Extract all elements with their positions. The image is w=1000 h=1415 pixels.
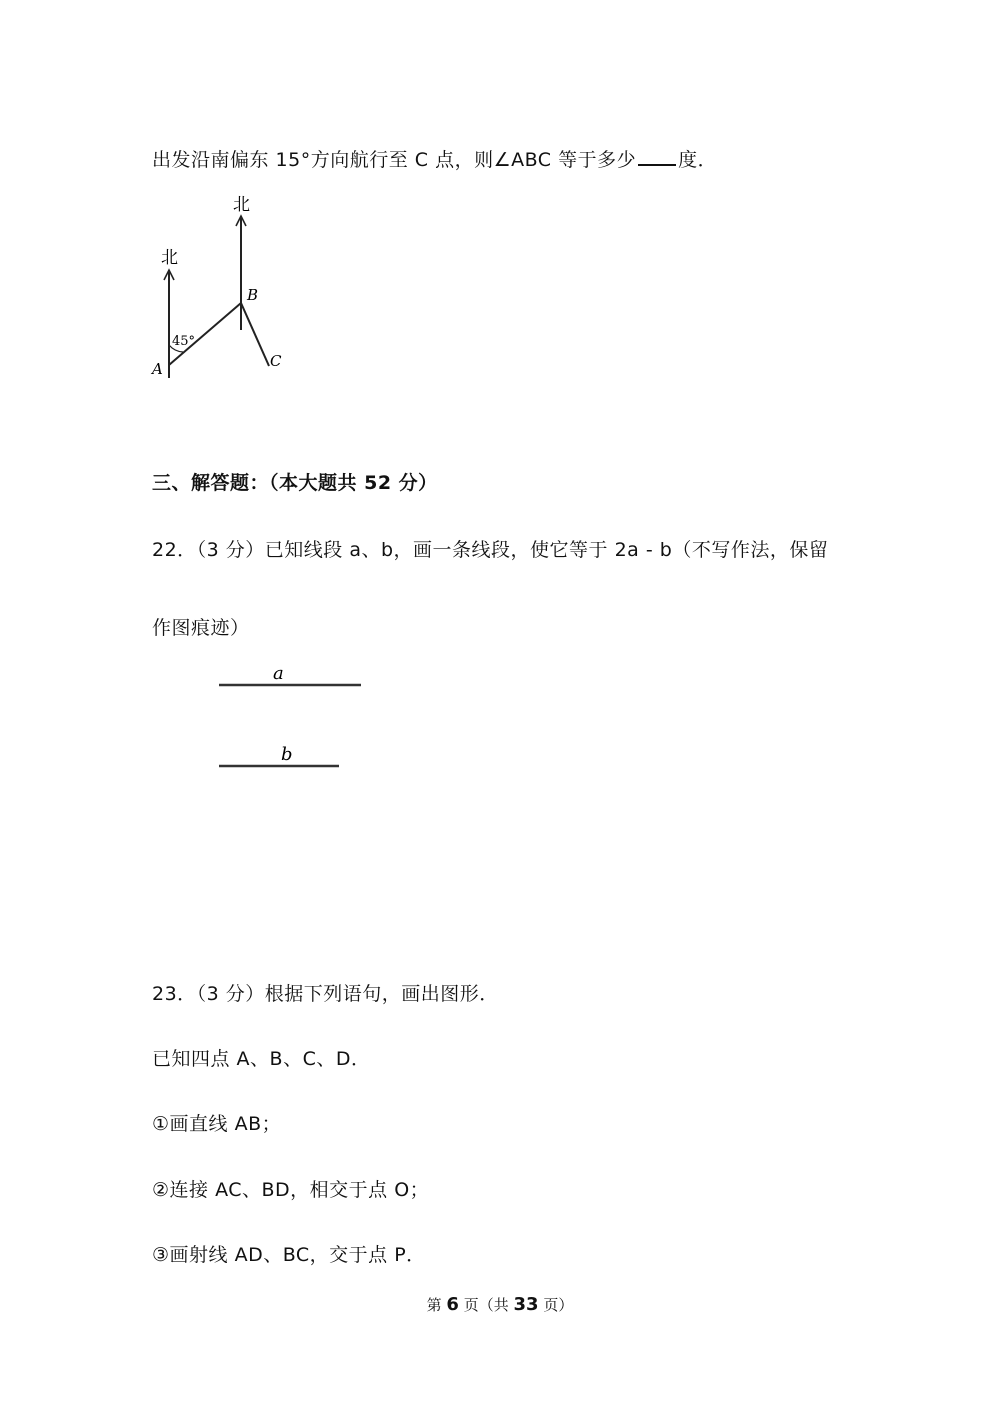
answer-blank bbox=[638, 146, 676, 166]
section-title: 三、解答题：（本大题共 52 分） bbox=[152, 472, 438, 494]
footer-prefix: 第 bbox=[426, 1296, 442, 1314]
north-label-b: 北 bbox=[233, 195, 250, 215]
segment-label-b: b bbox=[281, 744, 293, 765]
angle-label: 45° bbox=[172, 334, 196, 349]
footer-middle: 页（共 bbox=[463, 1296, 509, 1314]
bearing-figure bbox=[140, 190, 310, 390]
question-22-line1: 22．（3 分）已知线段 a、b，画一条线段，使它等于 2a - b（不写作法，保留 bbox=[152, 539, 829, 561]
point-label-b: B bbox=[247, 286, 259, 304]
segments-figure bbox=[215, 655, 375, 775]
question-23-line1: 23．（3 分）根据下列语句，画出图形． bbox=[152, 983, 499, 1005]
point-label-a: A bbox=[152, 360, 163, 378]
question-22-line2: 作图痕迹） bbox=[152, 617, 250, 639]
question-23-step3: ③画射线 AD、BC，交于点 P． bbox=[152, 1244, 426, 1266]
footer-suffix: 页） bbox=[543, 1296, 574, 1314]
segment-label-a: a bbox=[273, 663, 284, 684]
question-21-text: 出发沿南偏东 15°方向航行至 C 点，则∠ABC 等于多少 bbox=[152, 149, 637, 171]
question-21-tail bbox=[152, 146, 717, 173]
question-23-step1: ①画直线 AB； bbox=[152, 1113, 282, 1135]
point-label-c: C bbox=[270, 352, 282, 370]
page-footer bbox=[0, 1293, 1000, 1317]
question-21-unit: 度． bbox=[678, 149, 718, 171]
question-23-line2: 已知四点 A、B、C、D． bbox=[152, 1048, 371, 1070]
segment-bc bbox=[241, 303, 269, 366]
question-23-step2: ②连接 AC、BD，相交于点 O； bbox=[152, 1179, 430, 1201]
footer-page-number: 6 bbox=[446, 1294, 459, 1315]
north-label-a: 北 bbox=[161, 248, 178, 268]
footer-total-pages: 33 bbox=[513, 1294, 539, 1315]
